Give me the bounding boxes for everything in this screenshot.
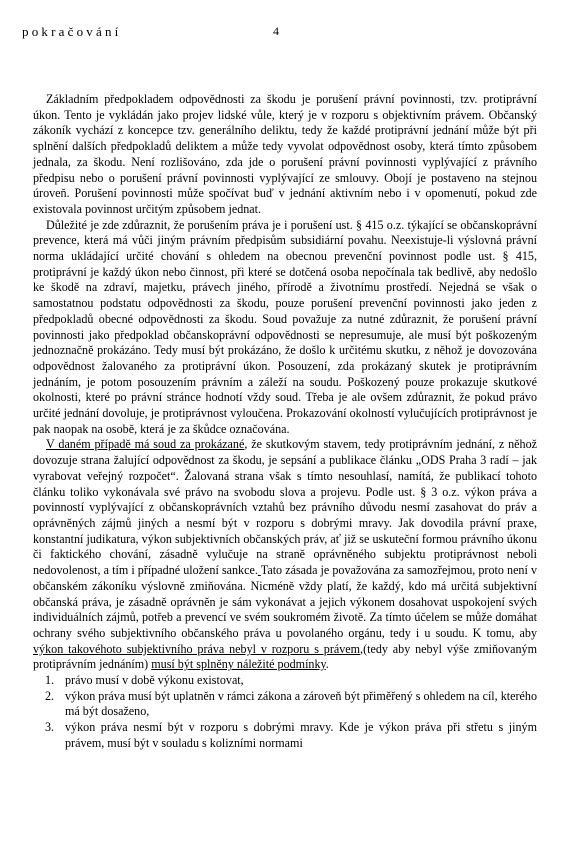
document-body [33,92,537,752]
list-item-number: 3. [45,720,55,735]
list-item-text: právo musí v době výkonu existovat, [65,673,244,688]
paragraph-court-finding [33,437,537,673]
paragraph-prevention-duty: Důležité je zde zdůraznit, že porušením práva je i porušení ust. § 415 o.z. týkající se občanskoprávní prevence, která má vůči jiným právním předpisům subsidiární povahu. Neexistuje-li výslovná právní norma ukládající určité chování s ohledem na obecnou prevenční povinnost podle ust. § 415, protiprávní je každý úkon nebo činnost, při které se dotčená osoba nepočínala tak bedlivě, aby nedošlo ke škodě na zdraví, majetku, právech jiného, přírodě a životnímu prostředí. Nejedná se však o samostatnou podstatu odpovědnosti za škodu, pouze porušení prevenční povinnosti jako jeden z předpokladů obecné odpovědnosti za škodu. Soud považuje za nutné zdůraznit, že porušení právní povinnosti jako předpoklad občanskoprávní odpovědnosti se nepresumuje, ale musí být poškozeným jednoznačně prokázáno. Tedy musí být prokázáno, že došlo k určitému skutku, z něhož je dovozována odpovědnost žalovaného za protiprávní úkon. Posouzení, zda prokázaný skutek je protiprávním jednáním, je potom posouzením právním a záleží na soudu. Poškozený pouze prokazuje skutkové okolnosti, které po právní stránce hodnotí vždy soud. Třeba je ale ovšem zdůraznit, že pokud právo určité jednání dovoluje, je protiprávnost vyloučena. Prokazování okolností vylučujících protiprávnost je pak naopak na osobě, která je za škůdce označována. [33,217,537,436]
list-item [45,720,537,751]
paragraph-text-b: Tato zásada je považována za samozřejmou, proto není v občanském zákoníku výslovně zmiňována. Nicméně vždy platí, že každý, kdo má určitá subjektivní občanská práva, je zásadně oprávněn je sám vykonávat a jejich výkonem dosahovat uspokojení svých individuálních zájmů, potřeb a prevencí ve svém soukromém životě. Za tímto účelem se může domáhat ochrany svého subjektivního občanského práva u povolaného orgánu, tedy i u soudu. K tomu, aby [33,563,537,640]
list-item [45,688,537,720]
paragraph-text-c: ,(tedy aby nebyl výše zmiňovaným protiprávním jednáním) [33,641,537,672]
paragraph-text-d: . [325,657,329,672]
list-item [45,673,537,689]
running-head: pokračování [22,24,122,39]
page-number: 4 [273,24,279,38]
underlined-opening: V daném případě má soud za prokázané [46,437,245,452]
paragraph-text-a: , že skutkovým stavem, tedy protiprávním jednání, z něhož dovozuje strana žalující odpovědnost za škodu, je sepsání a publikace článku „ODS Praha 3 radí – jak vyrabovat veřejný rozpočet“. Žalovaná strana však s tímto nesouhlasí, namítá, že publikací tohoto článku toliko vykonávala své právo na svobodu slova a projevu. Podle ust. § 3 o.z. výkon práva a povinností vyplývající z občanskoprávních vztahů bez právního důvodu nesmí zasahovat do práv a oprávněných zájmů jiných a nesmí být v rozporu s dobrými mravy. Jak dovodila právní praxe, konstantní judikatura, výkon subjektivních občanských práv, ať již se uskuteční formou právního úkonu či faktického chování, zásadně vylučuje na straně oprávněného subjektu protiprávnost neboli nedovolenost, a tím i případné uložení sankce. [33,437,538,578]
underlined-rights-exercise: výkon takovéhoto subjektivního práva nebyl v rozporu s právem [33,641,361,656]
list-item-number: 2. [45,688,55,703]
list-item-number: 1. [45,673,55,688]
page-header [22,24,545,44]
underlined-conditions: musí být splněny náležité podmínky [151,657,326,672]
list-item-text: výkon práva nesmí být v rozporu s dobrými mravy. Kde je výkon práva při střetu s jiným právem, musí být v souladu s kolizními normami [65,720,537,750]
list-item-text: výkon práva musí být uplatněn v rámci zákona a zároveň být přiměřený s ohledem na cíl, kterého má být dosaženo, [65,688,537,719]
conditions-list [33,673,537,752]
paragraph-liability-basis: Základním předpokladem odpovědnosti za škodu je porušení právní povinnosti, tzv. protiprávní úkon. Tento je vykládán jako projev lidské vůle, který je v rozporu s objektivním právem. Občanský zákoník vychází z koncepce tzv. generálního deliktu, tedy že každé protiprávní jednání může být při splnění dalších předpokladů deliktem a může tedy vyvolat odpovědnost osoby, která tímto způsobem jednala, za škodu. Není rozlišováno, zda jde o porušení právní povinnosti vyplývající z právního předpisu nebo o porušení právní povinnosti vyplývající ze smlouvy. Obojí je postaveno na stejnou úroveň. Porušení povinnosti může spočívat buď v jednání aktivním nebo i v opomenutí, pokud zde existovala povinnost určitým způsobem jednat. [33,92,537,216]
